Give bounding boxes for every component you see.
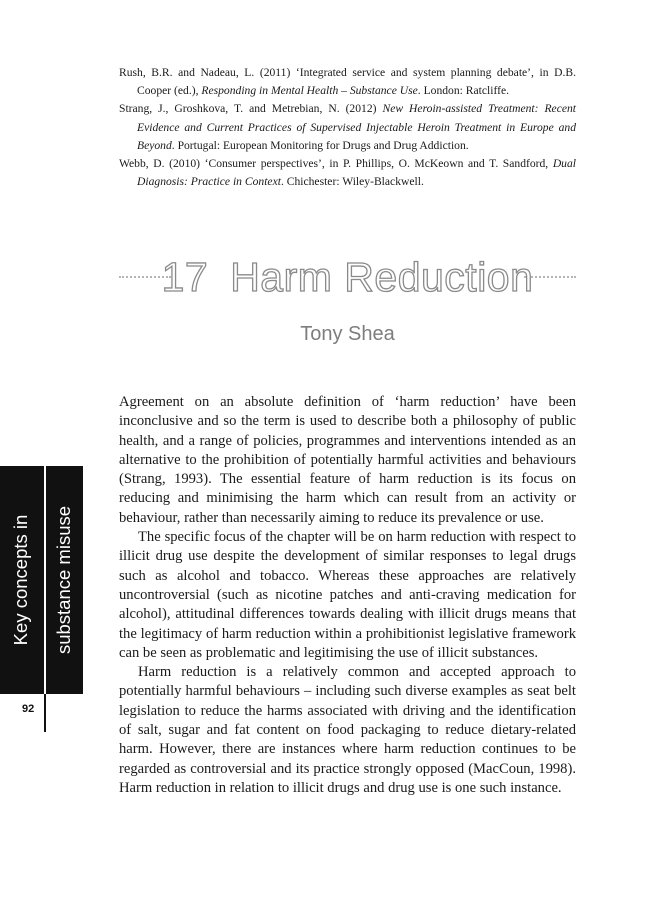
paragraph: Harm reduction is a relatively common and accepted approach to potentially harmful behaviours – including such diverse examples as seat belt legislation to reduce the harms associated with driving and the identification of salt, sugar and fat content on food packaging to reduce dietary-related harm. However, there are instances where harm reduction continues to be regarded as controversial and its practice strongly opposed (MacCoun, 1998). Harm reduction in relation to illicit drugs and drug use is one such instance.	[119, 664, 576, 796]
chapter-title	[119, 252, 576, 302]
reference-entry	[119, 100, 576, 155]
chapter-title-text: Harm Reduction	[230, 254, 534, 300]
section-side-tab	[0, 466, 83, 694]
page-number-rule	[44, 694, 46, 732]
reference-publisher: . London: Ratcliffe.	[417, 84, 510, 98]
reference-publisher: . Portugal: European Monitoring for Drugs and Drug Addiction.	[171, 138, 469, 152]
chapter-body	[119, 393, 576, 798]
reference-text: Rush, B.R. and Nadeau, L. (2011) ‘Integrated service and system planning debate’, in D.B. Cooper (ed.),	[119, 66, 576, 98]
chapter-heading	[119, 252, 576, 302]
paragraph: Agreement on an absolute definition of ‘harm reduction’ have been inconclusive and so the term is used to describe both a philosophy of public health, and a range of policies, programmes and interventions intended as an alternative to the prohibition of potentially harmful activities and behaviours (Strang, 1993). The essential feature of harm reduction is its focus on reducing and minimising the harm which can result from an activity or behaviour, rather than necessarily aiming to reduce its prevalence or use.	[119, 394, 576, 526]
side-tab-divider	[44, 466, 46, 694]
side-tab-label-line1: Key concepts in	[10, 514, 31, 646]
reference-entry	[119, 64, 576, 100]
reference-title: Responding in Mental Health – Substance Use	[201, 84, 418, 98]
reference-list	[119, 64, 576, 191]
reference-title: Dual Diagnosis: Practice in Context	[137, 157, 576, 189]
reference-text: Webb, D. (2010) ‘Consumer perspectives’, in P. Phillips, O. McKeown and T. Sandford,	[119, 157, 553, 171]
paragraph: The specific focus of the chapter will be on harm reduction with respect to illicit drug use despite the development of similar responses to legal drugs such as alcohol and tobacco. Whereas these approaches are relatively uncontroversial (such as nicotine patches and anti-craving medication for alcohol), attitudinal differences towards dealing with illicit drugs means that the legitimacy of harm reduction within a prohibitionist legislative framework can be seen as problematic and legitimising the use of illicit substances.	[119, 529, 576, 661]
reference-title: New Heroin-assisted Treatment: Recent Evidence and Current Practices of Supervised Injectable Heroin Treatment in Europe and Beyond	[137, 102, 576, 152]
chapter-number: 17	[161, 254, 209, 300]
side-tab-label-line2: substance misuse	[53, 505, 74, 655]
page-number: 92	[22, 703, 35, 715]
reference-publisher: . Chichester: Wiley-Blackwell.	[280, 175, 424, 189]
reference-text: Strang, J., Groshkova, T. and Metrebian, N. (2012)	[119, 102, 383, 116]
reference-entry	[119, 155, 576, 191]
chapter-author: Tony Shea	[300, 323, 395, 345]
